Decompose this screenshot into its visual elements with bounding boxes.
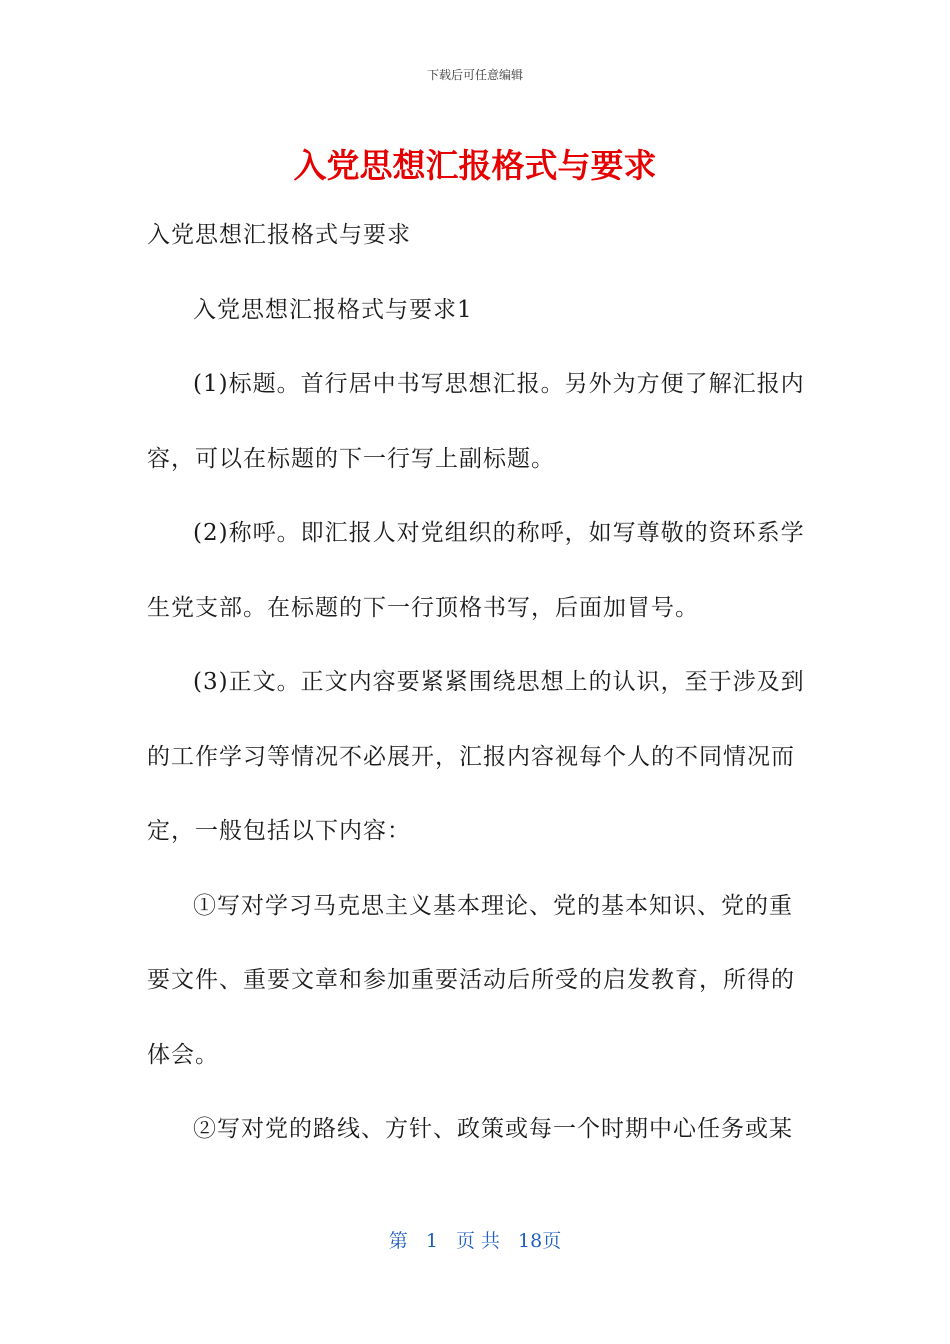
paragraph-heading: 入党思想汇报格式与要求 [147,222,411,248]
page-footer [0,1226,950,1253]
paragraph-item-2: ②写对党的路线、方针、政策或每一个时期中心任务或某 [193,1116,793,1142]
paragraph-subheading: 入党思想汇报格式与要求1 [193,296,473,323]
paragraph-body-rule: (3)正文。正文内容要紧紧围绕思想上的认识，至于涉及到的工作学习等情况不必展开，汇报内容视每个人的不同情况而定，一般包括以下内容： [147,669,805,844]
document-title: 入党思想汇报格式与要求 [293,146,657,185]
footer-middle: 页 共 [455,1230,500,1252]
paragraph-item-1: ①写对学习马克思主义基本理论、党的基本知识、党的重要文件、重要文章和参加重要活动后所受的启发教育，所得的体会。 [147,892,795,1068]
footer-prefix: 第 [388,1230,408,1252]
footer-total-pages: 18页 [518,1230,562,1252]
header-note: 下载后可任意编辑 [426,68,523,82]
paragraph-salutation-rule: (2)称呼。即汇报人对党组织的称呼，如写尊敬的资环系学生党支部。在标题的下一行顶格书写，后面加冒号。 [147,520,805,621]
paragraph-title-rule: (1)标题。首行居中书写思想汇报。另外为方便了解汇报内容，可以在标题的下一行写上副标题。 [147,371,805,472]
document-body [147,198,807,1167]
footer-current-page: 1 [425,1230,438,1252]
